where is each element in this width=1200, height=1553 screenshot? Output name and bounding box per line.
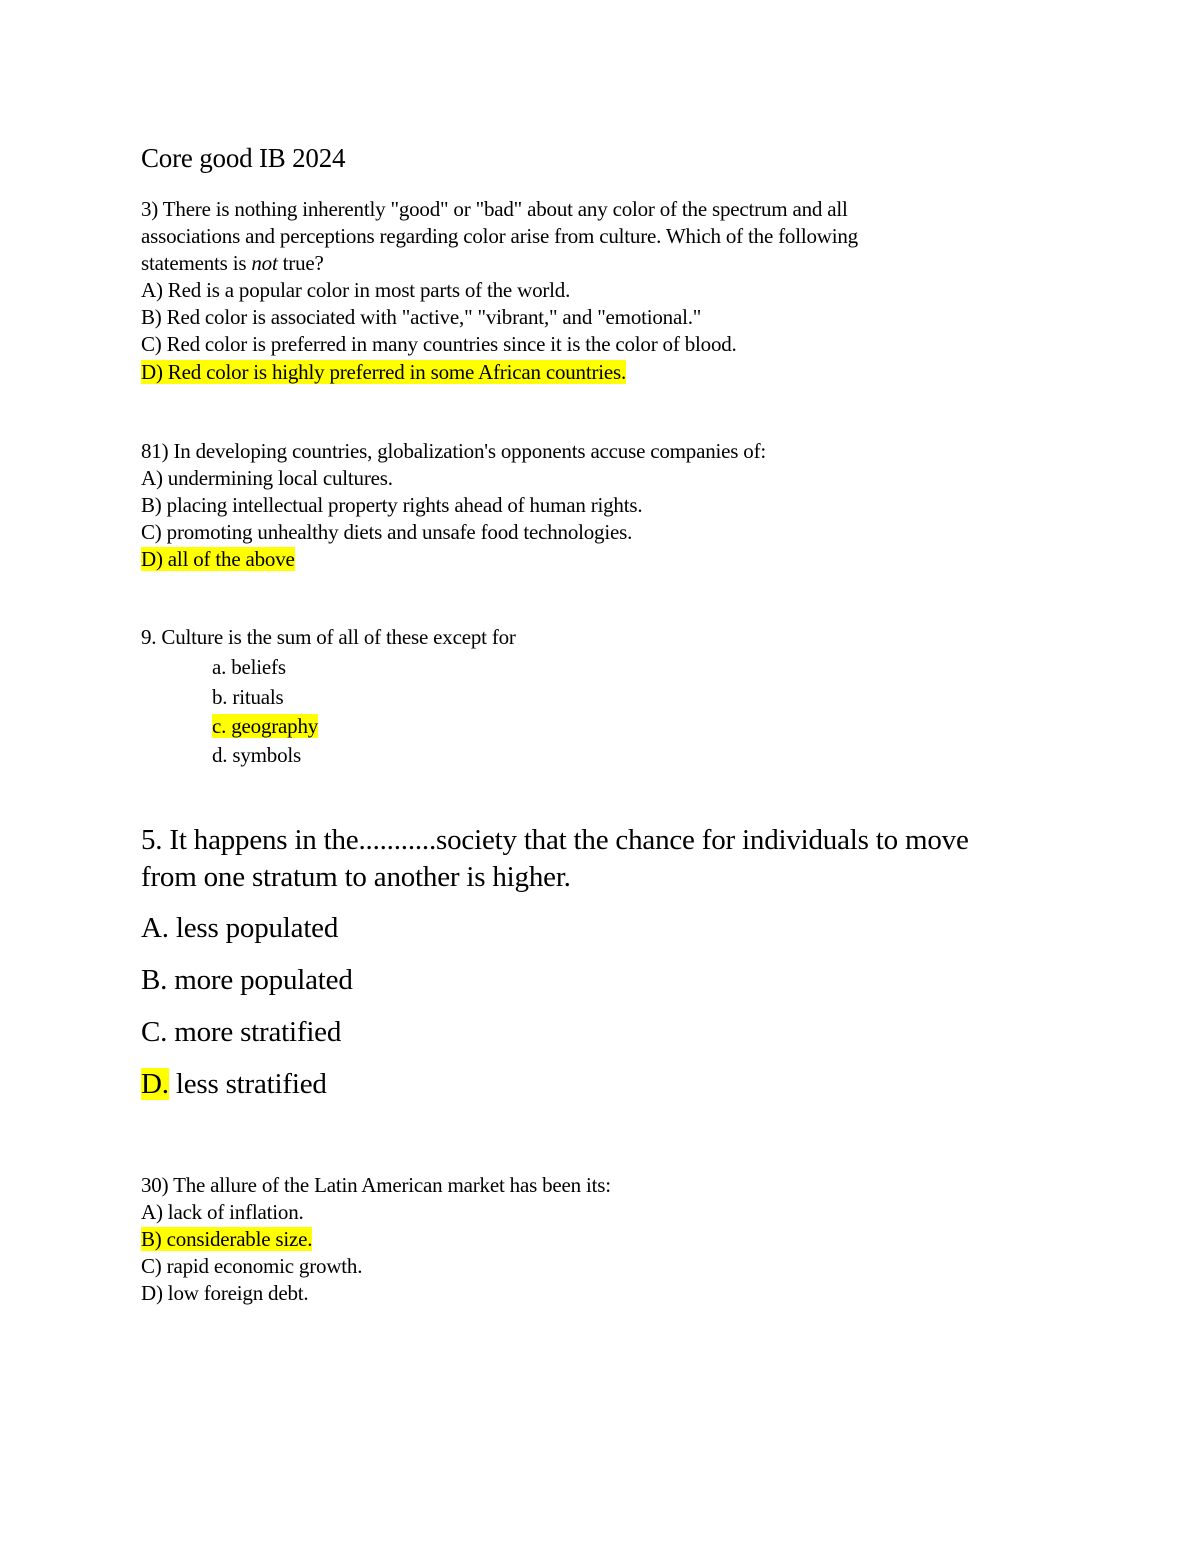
question-30-option-a: A) lack of inflation. bbox=[141, 1200, 304, 1224]
question-3-stem-line-2: associations and perceptions regarding color arise from culture. Which of the following bbox=[141, 224, 858, 248]
question-3-stem-text: statements is bbox=[141, 251, 252, 275]
document-title: Core good IB 2024 bbox=[141, 143, 346, 173]
question-81-option-b: B) placing intellectual property rights ahead of human rights. bbox=[141, 493, 643, 517]
question-30-option-d: D) low foreign debt. bbox=[141, 1281, 309, 1305]
question-9-option-b: b. rituals bbox=[212, 685, 284, 709]
question-5-option-b: B. more populated bbox=[141, 964, 353, 996]
question-3-answer-highlight: D) Red color is highly preferred in some African countries. bbox=[141, 360, 627, 384]
question-81-option-d bbox=[141, 546, 295, 572]
question-3-stem-end: true? bbox=[277, 251, 324, 275]
question-5-answer-highlight: D. bbox=[141, 1068, 169, 1100]
question-3-option-c: C) Red color is preferred in many countries since it is the color of blood. bbox=[141, 332, 737, 356]
question-81-stem: 81) In developing countries, globalization's opponents accuse companies of: bbox=[141, 439, 767, 463]
question-5-option-d-text: less stratified bbox=[168, 1068, 327, 1100]
question-9-option-d: d. symbols bbox=[212, 743, 302, 767]
question-30-option-b bbox=[141, 1226, 312, 1252]
question-3-option-d bbox=[141, 359, 626, 385]
question-30-option-c: C) rapid economic growth. bbox=[141, 1254, 363, 1278]
question-5-stem-line-2: from one stratum to another is higher. bbox=[141, 861, 571, 893]
question-3-stem-line-1: 3) There is nothing inherently "good" or "bad" about any color of the spectrum and all bbox=[141, 197, 848, 221]
question-9-option-a: a. beliefs bbox=[212, 655, 286, 679]
question-81-option-a: A) undermining local cultures. bbox=[141, 466, 393, 490]
question-3-emphasis: not bbox=[251, 251, 278, 275]
question-5-option-d bbox=[141, 1066, 327, 1102]
question-9-stem: 9. Culture is the sum of all of these except for bbox=[141, 625, 516, 649]
question-5-option-a: A. less populated bbox=[141, 912, 339, 944]
question-30-answer-highlight: B) considerable size. bbox=[141, 1227, 313, 1251]
question-9-option-c bbox=[212, 713, 318, 739]
question-5-option-c: C. more stratified bbox=[141, 1016, 342, 1048]
question-81-answer-highlight: D) all of the above bbox=[141, 547, 295, 571]
question-81-option-c: C) promoting unhealthy diets and unsafe food technologies. bbox=[141, 520, 633, 544]
question-3-stem-line-3 bbox=[141, 250, 324, 276]
question-5-stem-line-1: 5. It happens in the...........society that the chance for individuals to move bbox=[141, 824, 969, 856]
question-3-option-b: B) Red color is associated with "active," "vibrant," and "emotional." bbox=[141, 305, 702, 329]
question-30-stem: 30) The allure of the Latin American market has been its: bbox=[141, 1173, 611, 1197]
question-3-option-a: A) Red is a popular color in most parts of the world. bbox=[141, 278, 571, 302]
question-9-answer-highlight: c. geography bbox=[212, 714, 319, 738]
